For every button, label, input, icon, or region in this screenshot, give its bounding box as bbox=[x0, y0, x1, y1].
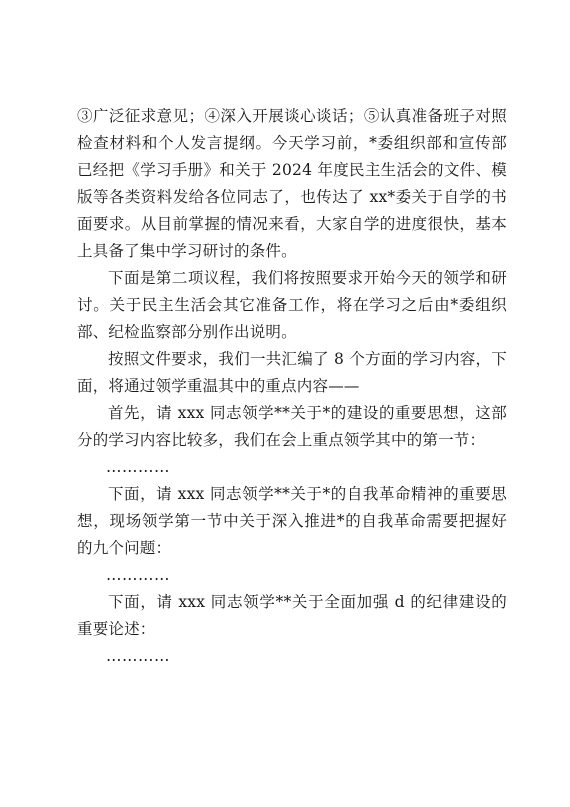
document-page bbox=[77, 103, 507, 670]
paragraph-second-reading: 下面，请 xxx 同志领学**关于*的自我革命精神的重要思想，现场领学第一节中关于深入推进*的自我革命需要把握好的九个问题： bbox=[77, 485, 507, 557]
ellipsis-line-1: ………… bbox=[106, 458, 170, 476]
ellipsis-line-3: ………… bbox=[106, 647, 170, 665]
paragraph-study-content: 按照文件要求，我们一共汇编了 8 个方面的学习内容，下面，将通过领学重温其中的重点内容—— bbox=[77, 350, 507, 395]
ellipsis-line-2: ………… bbox=[106, 566, 170, 584]
paragraph-preparation-status: ③广泛征求意见；④深入开展谈心谈话；⑤认真准备班子对照检查材料和个人发言提纲。今天学习前，*委组织部和宣传部已经把《学习手册》和关于 2024 年度民主生活会的文件、模版等各类资料发给各位同志了，也传达了 xx*委关于自学的书面要求。从目前掌握的情况来看，大家自学的进度很快，基本上具备了集中学习研讨的条件。 bbox=[77, 107, 507, 260]
paragraph-third-reading: 下面，请 xxx 同志领学**关于全面加强 d 的纪律建设的重要论述： bbox=[77, 593, 507, 638]
paragraph-second-agenda: 下面是第二项议程，我们将按照要求开始今天的领学和研讨。关于民主生活会其它准备工作，将在学习之后由*委组织部、纪检监察部分别作出说明。 bbox=[77, 269, 507, 341]
paragraph-first-reading: 首先，请 xxx 同志领学**关于*的建设的重要思想，这部分的学习内容比较多，我们在会上重点领学其中的第一节： bbox=[77, 404, 507, 449]
